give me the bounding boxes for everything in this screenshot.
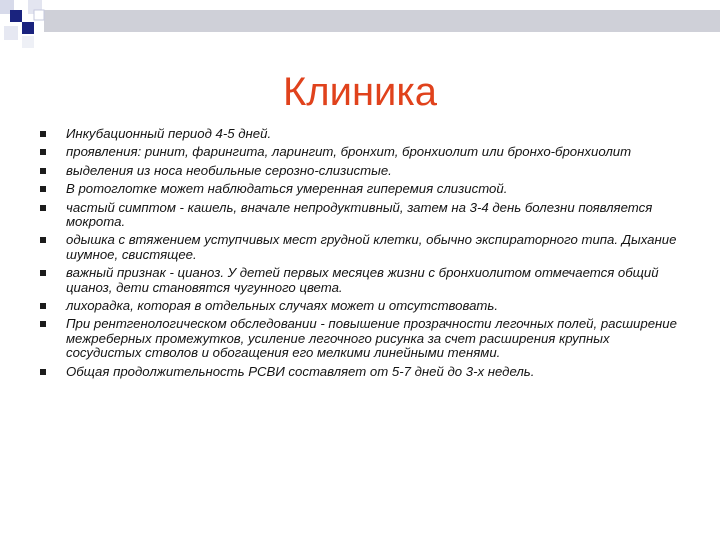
list-item	[40, 299, 680, 313]
list-item-text: В ротоглотке может наблюдаться умеренная гиперемия слизистой.	[66, 181, 508, 197]
decor-square	[22, 22, 34, 34]
list-item	[40, 164, 680, 178]
square-bullet-icon	[40, 369, 46, 375]
list-item-text: проявления: ринит, фарингита, ларингит, бронхит, бронхиолит или бронхо-бронхиолит	[66, 144, 632, 160]
square-bullet-icon	[40, 303, 46, 309]
square-bullet-icon	[40, 237, 46, 243]
list-item	[40, 127, 680, 141]
list-item-text: важный признак - цианоз. У детей первых месяцев жизни с бронхиолитом отмечается общий цианоз, дети становятся чугунного цвета.	[66, 265, 659, 295]
square-bullet-icon	[40, 131, 46, 137]
list-item-text: Общая продолжительность РСВИ составляет от 5-7 дней до 3-х недель.	[66, 363, 535, 379]
decor-square	[22, 36, 34, 48]
square-bullet-icon	[40, 321, 46, 327]
list-item	[40, 201, 680, 230]
square-bullet-icon	[40, 149, 46, 155]
list-item	[40, 365, 680, 379]
list-item	[40, 266, 680, 295]
list-item-text: лихорадка, которая в отдельных случаях может и отсутствовать.	[66, 298, 498, 314]
bullet-list	[40, 127, 680, 383]
list-item-text: При рентгенологическом обследовании - повышение прозрачности легочных полей, расширение межреберных промежутков, усиление легочного рисунка за счет расширения крупных сосудистых стволов и обогащения его мелкими линейными тенями.	[66, 316, 677, 361]
decor-square	[34, 10, 44, 20]
list-item	[40, 182, 680, 196]
list-item-text: Инкубационный период 4-5 дней.	[66, 126, 272, 141]
square-bullet-icon	[40, 168, 46, 174]
list-item-text: выделения из носа необильные серозно-слизистые.	[66, 162, 392, 178]
square-bullet-icon	[40, 186, 46, 192]
list-item	[40, 145, 680, 159]
square-bullet-icon	[40, 205, 46, 211]
list-item	[40, 233, 680, 262]
decor-square	[4, 26, 18, 40]
list-item-text: частый симптом - кашель, вначале непродуктивный, затем на 3-4 день болезни появляется мокрота.	[66, 199, 653, 230]
header-decoration	[0, 0, 720, 50]
list-item	[40, 317, 680, 360]
square-bullet-icon	[40, 270, 46, 276]
slide-title: Клиника	[282, 70, 438, 114]
list-item-text: одышка с втяжением уступчивых мест грудной клетки, обычно экспираторного типа. Дыхание шумное, свистящее.	[66, 232, 677, 262]
header-bar	[44, 10, 720, 32]
decor-square	[10, 10, 22, 22]
